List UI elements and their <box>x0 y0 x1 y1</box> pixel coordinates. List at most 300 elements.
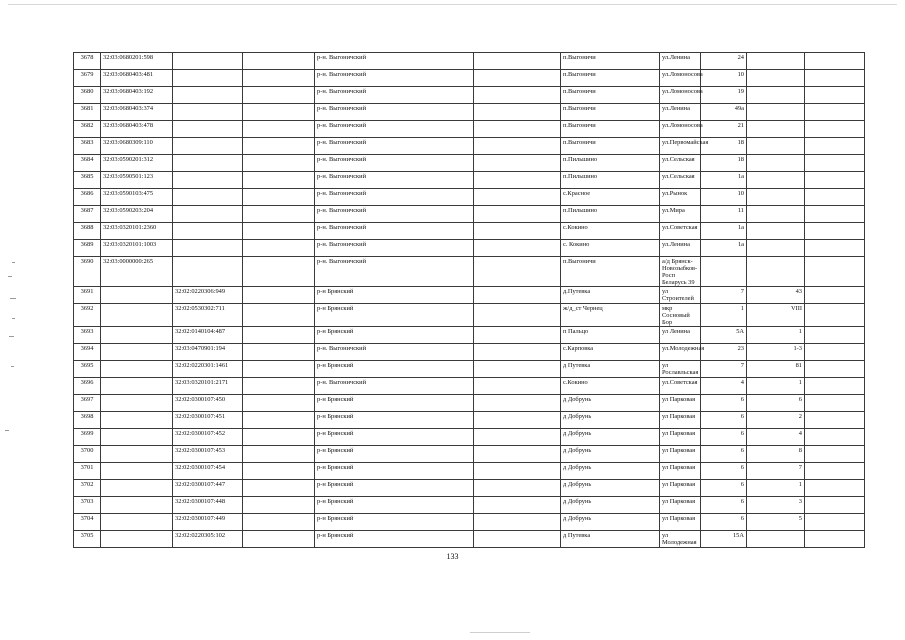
cell-empty <box>243 223 315 240</box>
cell-cadastral-number <box>101 531 173 548</box>
cell-cadastral-number <box>101 429 173 446</box>
cell-row-number: 3687 <box>74 206 101 223</box>
cell-district: р-н. Выгоничский <box>315 138 474 155</box>
cell-empty <box>243 304 315 327</box>
cell-district: р-н. Выгоничский <box>315 70 474 87</box>
table-row <box>74 304 865 327</box>
cell-empty <box>805 189 865 206</box>
cell-house: 4 <box>701 378 747 395</box>
cell-locality: д Добрунь <box>561 429 660 446</box>
cell-empty <box>474 446 561 463</box>
cell-empty <box>243 240 315 257</box>
cell-house: 6 <box>701 480 747 497</box>
cell-empty <box>474 531 561 548</box>
cell-apartment <box>747 104 805 121</box>
cell-empty <box>805 172 865 189</box>
cell-cadastral-number <box>101 463 173 480</box>
cell-locality: д Путевка <box>561 531 660 548</box>
cell-locality: с. Кокино <box>561 240 660 257</box>
cell-cadastral-number-2: 32:02:0300107:449 <box>173 514 243 531</box>
cell-empty <box>474 304 561 327</box>
cell-empty <box>474 429 561 446</box>
cell-district: р-н Брянский <box>315 304 474 327</box>
cell-empty <box>243 361 315 378</box>
cell-empty <box>474 361 561 378</box>
cell-empty <box>474 104 561 121</box>
cell-district: р-н. Выгоничский <box>315 206 474 223</box>
cell-district: р-н. Выгоничский <box>315 344 474 361</box>
cell-empty <box>474 223 561 240</box>
cell-cadastral-number-2: 32:02:0220306:949 <box>173 287 243 304</box>
bottom-edge-line <box>470 632 530 633</box>
cell-empty <box>805 70 865 87</box>
cell-empty <box>243 206 315 223</box>
cell-row-number: 3685 <box>74 172 101 189</box>
cell-district: р-н. Выгоничский <box>315 121 474 138</box>
cell-empty <box>805 344 865 361</box>
cell-cadastral-number-2: 32:02:0220301:1461 <box>173 361 243 378</box>
table-row <box>74 412 865 429</box>
cell-street: ул Парковая <box>660 429 701 446</box>
cell-locality: с.Кокино <box>561 378 660 395</box>
cell-row-number: 3691 <box>74 287 101 304</box>
cell-locality: п.Выгоничи <box>561 87 660 104</box>
cell-cadastral-number-2 <box>173 70 243 87</box>
cell-empty <box>805 257 865 287</box>
cell-cadastral-number: 32:03:0590201:312 <box>101 155 173 172</box>
cell-cadastral-number <box>101 327 173 344</box>
table-row <box>74 53 865 70</box>
cell-locality: д.Путевка <box>561 287 660 304</box>
cell-row-number: 3679 <box>74 70 101 87</box>
table-row <box>74 287 865 304</box>
cell-empty <box>243 395 315 412</box>
cell-row-number: 3695 <box>74 361 101 378</box>
cell-house: 10 <box>701 189 747 206</box>
cell-empty <box>474 344 561 361</box>
table-row <box>74 327 865 344</box>
table-row <box>74 87 865 104</box>
cell-cadastral-number-2 <box>173 206 243 223</box>
table-row <box>74 514 865 531</box>
cell-apartment: 1 <box>747 480 805 497</box>
cell-locality: п.Выгоничи <box>561 70 660 87</box>
cell-locality: п.Выгоничи <box>561 121 660 138</box>
cell-district: р-н Брянский <box>315 361 474 378</box>
table-row <box>74 104 865 121</box>
cell-empty <box>805 412 865 429</box>
cell-locality: д Путевка <box>561 361 660 378</box>
cell-district: р-н Брянский <box>315 514 474 531</box>
cell-empty <box>474 497 561 514</box>
cell-row-number: 3683 <box>74 138 101 155</box>
table-row <box>74 223 865 240</box>
cell-empty <box>243 189 315 206</box>
cell-house: 6 <box>701 429 747 446</box>
cell-row-number: 3686 <box>74 189 101 206</box>
cell-empty <box>474 257 561 287</box>
cell-street: а/д Брянск-Новозыбков-Росп Беларусь 39 <box>660 257 701 287</box>
cell-apartment <box>747 189 805 206</box>
cell-house: 6 <box>701 395 747 412</box>
cell-apartment: 43 <box>747 287 805 304</box>
cell-apartment: 6 <box>747 395 805 412</box>
cell-locality: д Добрунь <box>561 480 660 497</box>
cell-street: ул Рославльская <box>660 361 701 378</box>
cell-cadastral-number <box>101 480 173 497</box>
cell-apartment <box>747 531 805 548</box>
table-row <box>74 361 865 378</box>
cell-empty <box>243 138 315 155</box>
cell-house: 1а <box>701 172 747 189</box>
cell-locality: д Добрунь <box>561 497 660 514</box>
cell-empty <box>243 87 315 104</box>
cell-empty <box>805 429 865 446</box>
table-row <box>74 378 865 395</box>
cell-district: р-н Брянский <box>315 463 474 480</box>
cell-apartment <box>747 240 805 257</box>
cell-district: р-н. Выгоничский <box>315 53 474 70</box>
cell-cadastral-number <box>101 361 173 378</box>
cell-apartment: 81 <box>747 361 805 378</box>
cell-empty <box>474 87 561 104</box>
cell-apartment <box>747 206 805 223</box>
cell-house: 19 <box>701 87 747 104</box>
cell-district: р-н. Выгоничский <box>315 378 474 395</box>
cell-empty <box>805 327 865 344</box>
cell-cadastral-number: 32:03:0680201:598 <box>101 53 173 70</box>
table-row <box>74 463 865 480</box>
table-row <box>74 344 865 361</box>
table-row <box>74 429 865 446</box>
cell-cadastral-number-2: 32:02:0300107:453 <box>173 446 243 463</box>
cell-cadastral-number <box>101 304 173 327</box>
cell-street: ул Парковая <box>660 446 701 463</box>
cell-locality: д Добрунь <box>561 395 660 412</box>
cell-cadastral-number-2 <box>173 172 243 189</box>
cell-apartment: 1 <box>747 378 805 395</box>
cell-district: р-н. Выгоничский <box>315 223 474 240</box>
cell-empty <box>805 514 865 531</box>
cell-street: ул.Первомайская <box>660 138 701 155</box>
cell-street: ул Ленина <box>660 327 701 344</box>
cell-district: р-н. Выгоничский <box>315 104 474 121</box>
cell-empty <box>243 463 315 480</box>
cell-empty <box>243 70 315 87</box>
cell-apartment <box>747 155 805 172</box>
cell-cadastral-number <box>101 514 173 531</box>
cell-cadastral-number-2: 32:02:0300107:447 <box>173 480 243 497</box>
cell-street: ул Парковая <box>660 412 701 429</box>
cell-house: 23 <box>701 344 747 361</box>
cell-empty <box>474 463 561 480</box>
cell-cadastral-number: 32:03:0680309:110 <box>101 138 173 155</box>
cell-locality: д Добрунь <box>561 514 660 531</box>
cell-cadastral-number: 32:03:0680403:481 <box>101 70 173 87</box>
cell-district: р-н. Выгоничский <box>315 172 474 189</box>
cell-cadastral-number-2: 32:02:0140104:487 <box>173 327 243 344</box>
cell-street: ул.Рынок <box>660 189 701 206</box>
table-row <box>74 138 865 155</box>
cell-house: 7 <box>701 287 747 304</box>
cell-cadastral-number: 32:03:0590501:123 <box>101 172 173 189</box>
cell-cadastral-number <box>101 446 173 463</box>
cell-row-number: 3693 <box>74 327 101 344</box>
cell-house: 6 <box>701 514 747 531</box>
cell-apartment: 1-3 <box>747 344 805 361</box>
cell-empty <box>474 480 561 497</box>
cell-empty <box>805 497 865 514</box>
cell-house: 5А <box>701 327 747 344</box>
cell-row-number: 3701 <box>74 463 101 480</box>
cell-row-number: 3704 <box>74 514 101 531</box>
cell-empty <box>805 155 865 172</box>
cell-empty <box>805 361 865 378</box>
cell-cadastral-number-2: 32:02:0300107:451 <box>173 412 243 429</box>
cell-district: р-н Брянский <box>315 480 474 497</box>
table-row <box>74 480 865 497</box>
cell-locality: п.Пильшино <box>561 206 660 223</box>
cell-cadastral-number-2 <box>173 223 243 240</box>
cell-house: 1 <box>701 304 747 327</box>
cell-house: 6 <box>701 446 747 463</box>
cell-locality: д Добрунь <box>561 446 660 463</box>
cell-street: ул Парковая <box>660 514 701 531</box>
cell-empty <box>243 104 315 121</box>
cell-district: р-н. Выгоничский <box>315 257 474 287</box>
cell-house: 10 <box>701 70 747 87</box>
cell-empty <box>805 463 865 480</box>
cell-cadastral-number: 32:03:0680403:374 <box>101 104 173 121</box>
cell-district: р-н Брянский <box>315 497 474 514</box>
cell-empty <box>243 53 315 70</box>
cell-district: р-н Брянский <box>315 395 474 412</box>
cell-house: 15А <box>701 531 747 548</box>
cell-row-number: 3702 <box>74 480 101 497</box>
cell-apartment: 5 <box>747 514 805 531</box>
cell-street: ул Парковая <box>660 480 701 497</box>
cell-district: р-н Брянский <box>315 531 474 548</box>
cell-cadastral-number-2: 32:03:0320101:2171 <box>173 378 243 395</box>
cell-empty <box>805 480 865 497</box>
cell-cadastral-number-2 <box>173 189 243 206</box>
cell-empty <box>243 514 315 531</box>
cell-empty <box>243 412 315 429</box>
table-row <box>74 155 865 172</box>
cell-locality: с.Красное <box>561 189 660 206</box>
cell-row-number: 3699 <box>74 429 101 446</box>
cell-apartment <box>747 138 805 155</box>
cell-street: ул.Сельская <box>660 172 701 189</box>
cell-street: ул Парковая <box>660 497 701 514</box>
cell-cadastral-number-2: 32:02:0300107:452 <box>173 429 243 446</box>
cell-cadastral-number-2: 32:02:0300107:454 <box>173 463 243 480</box>
cell-house: 6 <box>701 412 747 429</box>
cell-cadastral-number-2 <box>173 53 243 70</box>
cell-row-number: 3705 <box>74 531 101 548</box>
cell-locality: п.Выгоничи <box>561 138 660 155</box>
table-body <box>74 53 865 548</box>
cell-house: 1а <box>701 240 747 257</box>
cell-locality: п.Пильшино <box>561 155 660 172</box>
cell-apartment: 8 <box>747 446 805 463</box>
cell-row-number: 3696 <box>74 378 101 395</box>
cell-cadastral-number: 32:03:0680403:478 <box>101 121 173 138</box>
cell-apartment <box>747 257 805 287</box>
cell-district: р-н Брянский <box>315 429 474 446</box>
cell-locality: с.Кокино <box>561 223 660 240</box>
table-row <box>74 189 865 206</box>
cell-empty <box>805 206 865 223</box>
cell-row-number: 3694 <box>74 344 101 361</box>
register-table <box>73 52 865 548</box>
cell-empty <box>474 378 561 395</box>
cell-empty <box>243 121 315 138</box>
cell-row-number: 3690 <box>74 257 101 287</box>
cell-street: ул.Молодежная <box>660 344 701 361</box>
cell-empty <box>805 378 865 395</box>
cell-street: ул Парковая <box>660 395 701 412</box>
cell-empty <box>474 138 561 155</box>
cell-row-number: 3700 <box>74 446 101 463</box>
cell-locality: п Пальцо <box>561 327 660 344</box>
cell-empty <box>805 304 865 327</box>
cell-locality: с.Карповка <box>561 344 660 361</box>
cell-empty <box>474 514 561 531</box>
cell-house: 21 <box>701 121 747 138</box>
cell-house: 6 <box>701 497 747 514</box>
cell-locality: п.Выгоничи <box>561 104 660 121</box>
cell-district: р-н Брянский <box>315 327 474 344</box>
cell-apartment: 1 <box>747 327 805 344</box>
cell-locality: п.Выгоничи <box>561 257 660 287</box>
page-number: 133 <box>446 552 459 561</box>
cell-row-number: 3684 <box>74 155 101 172</box>
cell-empty <box>805 104 865 121</box>
cell-empty <box>243 531 315 548</box>
cell-row-number: 3689 <box>74 240 101 257</box>
cell-cadastral-number <box>101 395 173 412</box>
cell-empty <box>474 240 561 257</box>
cell-empty <box>805 240 865 257</box>
cell-district: р-н. Выгоничский <box>315 87 474 104</box>
cell-street: ул.Сельская <box>660 155 701 172</box>
cell-apartment: 4 <box>747 429 805 446</box>
cell-empty <box>474 70 561 87</box>
cell-apartment <box>747 53 805 70</box>
cell-row-number: 3697 <box>74 395 101 412</box>
cell-empty <box>805 223 865 240</box>
cell-empty <box>474 412 561 429</box>
cell-cadastral-number <box>101 344 173 361</box>
cell-empty <box>474 172 561 189</box>
cell-district: р-н. Выгоничский <box>315 155 474 172</box>
cell-house: 11 <box>701 206 747 223</box>
cell-cadastral-number: 32:03:0320101:2360 <box>101 223 173 240</box>
cell-apartment <box>747 70 805 87</box>
cell-empty <box>474 53 561 70</box>
cell-empty <box>243 480 315 497</box>
cell-street: ул.Советская <box>660 223 701 240</box>
cell-empty <box>243 327 315 344</box>
cell-district: р-н Брянский <box>315 446 474 463</box>
table-row <box>74 206 865 223</box>
cell-row-number: 3688 <box>74 223 101 240</box>
table-row <box>74 240 865 257</box>
table-row <box>74 121 865 138</box>
cell-empty <box>243 155 315 172</box>
cell-district: р-н. Выгоничский <box>315 240 474 257</box>
cell-apartment <box>747 223 805 240</box>
cell-apartment <box>747 121 805 138</box>
cell-cadastral-number-2 <box>173 155 243 172</box>
cell-empty <box>805 287 865 304</box>
cell-cadastral-number <box>101 412 173 429</box>
cell-cadastral-number-2 <box>173 240 243 257</box>
cell-apartment <box>747 87 805 104</box>
cell-empty <box>805 138 865 155</box>
cell-empty <box>243 497 315 514</box>
cell-cadastral-number-2 <box>173 138 243 155</box>
cell-street: ул Парковая <box>660 463 701 480</box>
cell-empty <box>805 395 865 412</box>
cell-cadastral-number <box>101 378 173 395</box>
cell-street: ул.Ломоносова <box>660 87 701 104</box>
cell-district: р-н Брянский <box>315 287 474 304</box>
cell-empty <box>474 327 561 344</box>
cell-cadastral-number-2: 32:03:0470901:194 <box>173 344 243 361</box>
table-row <box>74 497 865 514</box>
cell-row-number: 3698 <box>74 412 101 429</box>
cell-empty <box>243 429 315 446</box>
cell-street: ул.Ленина <box>660 53 701 70</box>
cell-house <box>701 257 747 287</box>
cell-empty <box>805 87 865 104</box>
cell-house: 1а <box>701 223 747 240</box>
cell-district: р-н. Выгоничский <box>315 189 474 206</box>
cell-empty <box>243 287 315 304</box>
cell-row-number: 3678 <box>74 53 101 70</box>
cell-cadastral-number: 32:03:0680403:192 <box>101 87 173 104</box>
cell-row-number: 3703 <box>74 497 101 514</box>
cell-house: 49а <box>701 104 747 121</box>
cell-apartment <box>747 172 805 189</box>
cell-empty <box>243 172 315 189</box>
table-row <box>74 446 865 463</box>
cell-street: ул.Советская <box>660 378 701 395</box>
table-row <box>74 70 865 87</box>
cell-empty <box>243 344 315 361</box>
cell-apartment: VIII <box>747 304 805 327</box>
cell-street: ул Строителей <box>660 287 701 304</box>
cell-cadastral-number-2 <box>173 257 243 287</box>
cell-house: 7 <box>701 361 747 378</box>
cell-cadastral-number-2 <box>173 121 243 138</box>
cell-district: р-н Брянский <box>315 412 474 429</box>
cell-cadastral-number: 32:03:0320101:1003 <box>101 240 173 257</box>
cell-empty <box>474 121 561 138</box>
cell-empty <box>805 121 865 138</box>
cell-street: мкр Сосновый Бор <box>660 304 701 327</box>
cell-house: 6 <box>701 463 747 480</box>
cell-cadastral-number: 32:03:0590203:204 <box>101 206 173 223</box>
cell-street: ул.Ленина <box>660 240 701 257</box>
table-row <box>74 172 865 189</box>
cell-apartment: 2 <box>747 412 805 429</box>
cell-cadastral-number-2: 32:02:0220305:102 <box>173 531 243 548</box>
cell-locality: д Добрунь <box>561 463 660 480</box>
cell-locality: п.Пильшино <box>561 172 660 189</box>
